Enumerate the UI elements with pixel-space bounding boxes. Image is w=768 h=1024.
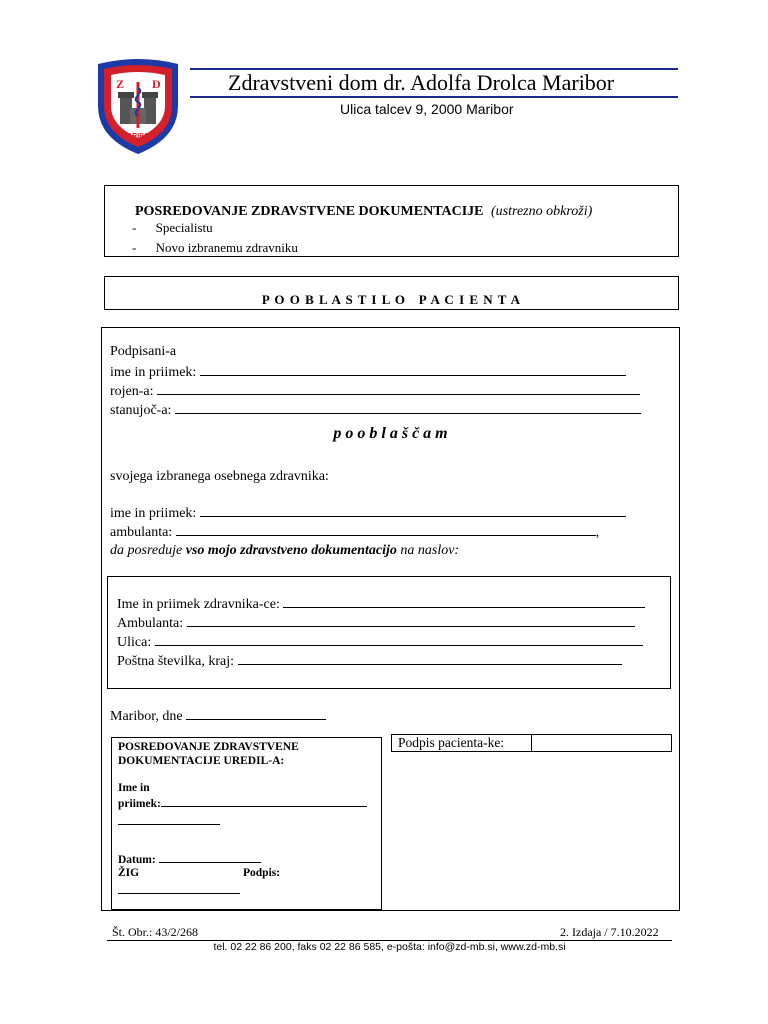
recipient-clinic-field[interactable]	[187, 615, 635, 627]
logo-letter-z: Z	[116, 77, 125, 91]
patient-name-row	[110, 364, 626, 381]
forwarding-title-row	[135, 204, 592, 220]
authorization-title: P O O B L A S T I L O P A C I E N T A	[261, 292, 522, 307]
recipient-clinic-row	[117, 615, 635, 632]
editor-title-2: DOKUMENTACIJE UREDIL-A:	[118, 755, 285, 767]
recipient-street-label: Ulica:	[117, 635, 152, 650]
institution-logo	[94, 58, 182, 156]
editor-name-label-1: Ime in	[118, 782, 150, 794]
recipient-post-field[interactable]	[238, 653, 622, 665]
option-new-doctor-label: Novo izbranemu zdravniku	[155, 240, 298, 255]
recipient-street-row	[117, 634, 643, 651]
doctor-name-field[interactable]	[200, 505, 626, 517]
forwarding-note: (ustrezno obkroži)	[491, 204, 593, 219]
doctor-clinic-field[interactable]	[176, 524, 596, 536]
clinic-comma: ,	[595, 525, 600, 540]
editor-date-row	[118, 852, 261, 866]
option-bullet: -	[132, 220, 137, 235]
date-row	[110, 708, 326, 725]
patient-name-label: ime in priimek:	[110, 365, 197, 380]
editor-stamp-label: ŽIG	[118, 867, 140, 879]
recipient-doctor-label: Ime in priimek zdravnika-ce:	[117, 597, 280, 612]
form-number: Št. Obr.: 43/2/268	[112, 925, 199, 939]
date-label: Maribor, dne	[110, 709, 183, 724]
patient-born-label: rojen-a:	[110, 384, 154, 399]
logo-letter-d: D	[152, 77, 161, 91]
editor-date-label: Datum:	[118, 854, 156, 866]
editor-name-field[interactable]	[161, 796, 367, 807]
option-specialist	[132, 220, 213, 236]
recipient-doctor-field[interactable]	[283, 596, 645, 608]
header-bottom-rule	[190, 96, 678, 98]
editor-title-1: POSREDOVANJE ZDRAVSTVENE	[118, 741, 299, 753]
recipient-post-row	[117, 653, 622, 670]
option-new-doctor	[132, 240, 298, 256]
editor-date-field[interactable]	[159, 852, 261, 863]
patient-born-row	[110, 383, 640, 400]
editor-sign-label: Podpis:	[243, 867, 281, 879]
doctor-intro: svojega izbranega osebnega zdravnika:	[110, 469, 329, 484]
doctor-clinic-label: ambulanta:	[110, 525, 173, 540]
patient-signature-label: Podpis pacienta-ke:	[398, 735, 505, 750]
forward-post: na naslov:	[396, 543, 460, 558]
patient-resident-row	[110, 402, 641, 419]
recipient-street-field[interactable]	[155, 634, 643, 646]
institution-address: Ulica talcev 9, 2000 Maribor	[340, 101, 514, 117]
contact-info: tel. 02 22 86 200, faks 02 22 86 585, e-pošta: info@zd-mb.si, www.zd-mb.si	[213, 941, 566, 953]
forward-pre: da posreduje	[110, 543, 186, 558]
address-box	[107, 576, 671, 689]
doctor-name-row	[110, 505, 626, 522]
recipient-doctor-row	[117, 596, 645, 613]
patient-signature-field[interactable]	[532, 735, 671, 751]
editor-name-label-2: priimek:	[118, 798, 161, 810]
editor-sign-field[interactable]	[118, 883, 240, 894]
forward-sentence	[110, 543, 459, 559]
forwarding-title: POSREDOVANJE ZDRAVSTVENE DOKUMENTACIJE	[135, 204, 484, 219]
patient-resident-field[interactable]	[175, 402, 641, 414]
logo-text-maribor: MARIBOR	[121, 133, 155, 140]
authorize-word: p o o b l a š č a m	[333, 425, 448, 442]
doctor-clinic-row	[110, 524, 599, 541]
editor-name-row	[118, 796, 367, 810]
recipient-post-label: Poštna številka, kraj:	[117, 654, 235, 669]
edition: 2. Izdaja / 7.10.2022	[560, 925, 659, 939]
date-field[interactable]	[186, 708, 326, 720]
option-specialist-label: Specialistu	[155, 220, 213, 235]
editor-name-continuation[interactable]	[118, 814, 220, 825]
forward-bold: vso mojo zdravstveno dokumentacijo	[185, 543, 397, 558]
doctor-name-label: ime in priimek:	[110, 506, 197, 521]
patient-resident-label: stanujoč-a:	[110, 403, 172, 418]
patient-born-field[interactable]	[157, 383, 640, 395]
option-bullet: -	[132, 240, 137, 255]
institution-name: Zdravstveni dom dr. Adolfa Drolca Maribor	[228, 70, 615, 95]
patient-name-field[interactable]	[200, 364, 626, 376]
recipient-clinic-label: Ambulanta:	[117, 616, 184, 631]
signed-label: Podpisani-a	[110, 344, 177, 359]
